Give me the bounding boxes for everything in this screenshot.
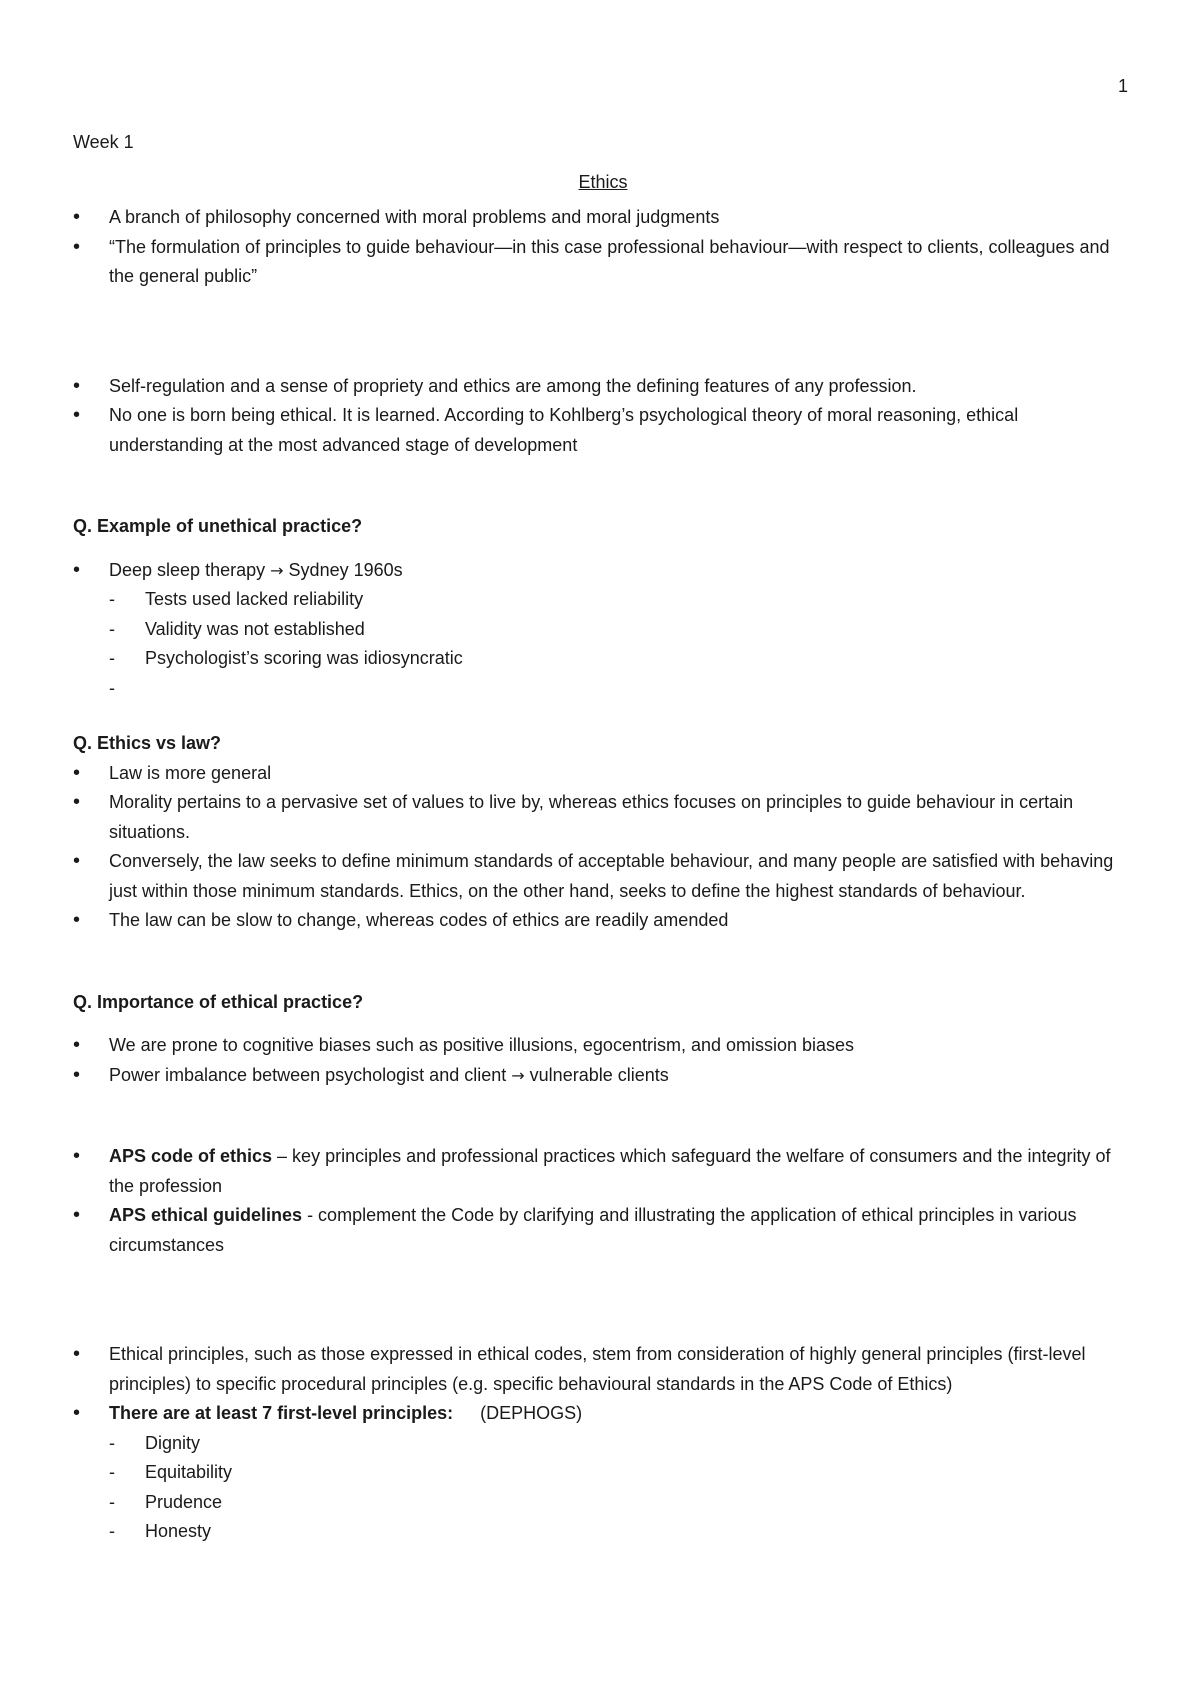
list-item: • No one is born being ethical. It is learned. According to Kohlberg’s psychological theory of moral reasoning, ethical understanding at the most advanced stage of development xyxy=(73,401,1133,460)
sub-list-item: - Psychologist’s scoring was idiosyncratic xyxy=(73,644,1133,674)
list-item xyxy=(73,1399,1133,1429)
sub-list-item: - Equitability xyxy=(73,1458,1133,1488)
list-item: • We are prone to cognitive biases such as positive illusions, egocentrism, and omission biases xyxy=(73,1031,1133,1061)
list-item-text: vulnerable clients xyxy=(529,1064,669,1085)
principles-sublist xyxy=(73,1429,1133,1547)
document-body xyxy=(73,128,1133,1547)
sub-list-item: - Honesty xyxy=(73,1517,1133,1547)
week-label: Week 1 xyxy=(73,132,134,152)
q1-list xyxy=(73,556,1133,586)
list-item: • Law is more general xyxy=(73,759,1133,789)
q3-list xyxy=(73,1031,1133,1090)
list-item: • A branch of philosophy concerned with moral problems and moral judgments xyxy=(73,203,1133,233)
list-item xyxy=(73,1201,1133,1260)
list-item: • Conversely, the law seeks to define minimum standards of acceptable behaviour, and many people are satisfied with behaving just within those minimum standards. Ethics, on the other hand, seeks to define the highest standards of behaviour. xyxy=(73,847,1133,906)
list-item xyxy=(73,1061,1133,1091)
list-item-text: Sydney 1960s xyxy=(288,559,403,580)
list-item xyxy=(73,556,1133,586)
list-item xyxy=(73,1142,1133,1201)
aps-code-text: – key principles and professional practices which safeguard the welfare of consumers and the integrity of the profession xyxy=(109,1146,1111,1196)
sub-list-item: - Dignity xyxy=(73,1429,1133,1459)
sub-list-item: - Tests used lacked reliability xyxy=(73,585,1133,615)
sub-list-item xyxy=(73,674,1133,704)
list-item: • Ethical principles, such as those expressed in ethical codes, stem from consideration of highly general principles (first-level principles) to specific procedural principles (e.g. specific behavioural standards in the APS Code of Ethics) xyxy=(73,1340,1133,1399)
question-heading: Q. Example of unethical practice? xyxy=(73,516,363,536)
intro-list xyxy=(73,203,1133,292)
q2-list xyxy=(73,759,1133,936)
list-item-text: Deep sleep therapy xyxy=(109,559,266,580)
sub-list-item: - Prudence xyxy=(73,1488,1133,1518)
sub-list-item: - Validity was not established xyxy=(73,615,1133,645)
list-item: • The law can be slow to change, whereas codes of ethics are readily amended xyxy=(73,906,1133,936)
aps-code-label: APS code of ethics xyxy=(109,1146,273,1166)
q1-sublist xyxy=(73,585,1133,703)
list-item: • Morality pertains to a pervasive set of values to live by, whereas ethics focuses on principles to guide behaviour in certain situations. xyxy=(73,788,1133,847)
aps-list xyxy=(73,1142,1133,1260)
aps-guidelines-text: - complement the Code by clarifying and illustrating the application of ethical principles in various circumstances xyxy=(109,1205,1077,1255)
page-title: Ethics xyxy=(578,171,628,192)
aps-guidelines-label: APS ethical guidelines xyxy=(109,1205,303,1225)
list-item-text: Power imbalance between psychologist and client xyxy=(109,1064,507,1085)
list-item: • Self-regulation and a sense of propriety and ethics are among the defining features of any profession. xyxy=(73,372,1133,402)
arrow-right-icon: → xyxy=(270,560,284,580)
question-heading: Q. Ethics vs law? xyxy=(73,733,222,753)
principles-acronym: (DEPHOGS) xyxy=(480,1403,583,1423)
question-heading: Q. Importance of ethical practice? xyxy=(73,991,364,1012)
principles-label: There are at least 7 first-level principles: xyxy=(109,1403,454,1423)
page-number: 1 xyxy=(1117,76,1128,96)
profession-list xyxy=(73,372,1133,461)
arrow-right-icon: → xyxy=(511,1065,525,1085)
list-item: • “The formulation of principles to guide behaviour—in this case professional behaviour—with respect to clients, colleagues and the general public” xyxy=(73,233,1133,292)
principles-list xyxy=(73,1340,1133,1429)
